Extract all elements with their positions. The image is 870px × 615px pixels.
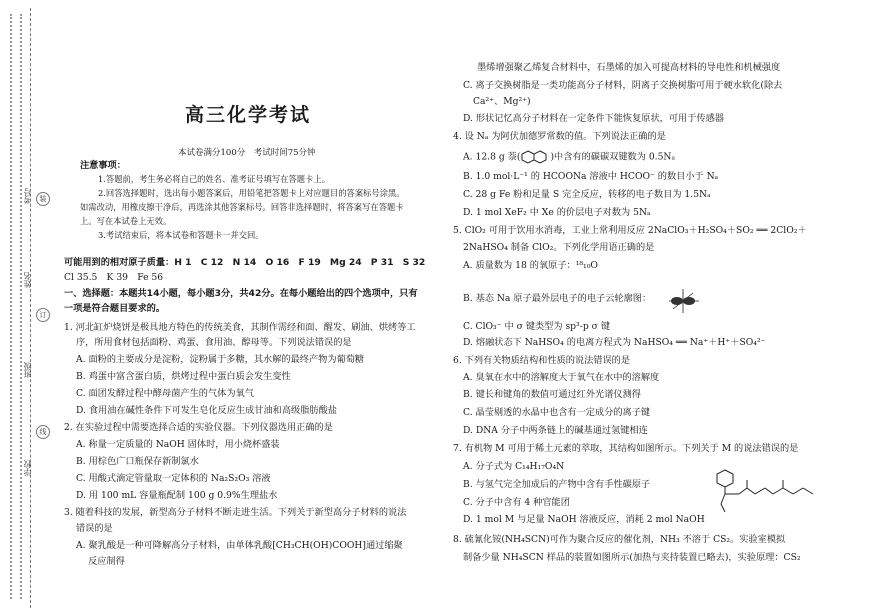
q3-option-d: D. 形状记忆高分子材料在一定条件下能恢复原状，可用于传感器 bbox=[463, 113, 724, 124]
q5-option-b: B. 基态 Na 原子最外层电子的电子云轮廓图： bbox=[463, 293, 652, 304]
q3-option-a-cont: 反应制得 bbox=[76, 556, 125, 567]
q2-option-c: C. 用酸式滴定管量取一定体积的 Na₂S₂O₃ 溶液 bbox=[76, 473, 271, 484]
field-exam-number: 考号 bbox=[23, 188, 32, 204]
q3-stem-cont: 错误的是 bbox=[76, 523, 113, 534]
q4-option-a-pre: A. 12.8 g 萘( bbox=[463, 151, 521, 163]
q5-option-d: D. 熔融状态下 NaHSO₄ 的电离方程式为 NaHSO₄ ══ Na⁺＋H⁺＋SO₄²⁻ bbox=[463, 337, 766, 348]
q3-stem: 3. 随着科技的发展，新型高分子材料不断走进生活。下列关于新型高分子材料的说法 bbox=[64, 507, 407, 518]
q6-option-a: A. 臭氧在水中的溶解度大于氧气在水中的溶解度 bbox=[463, 372, 660, 383]
q6-option-d: D. DNA 分子中两条链上的碱基通过氢键相连 bbox=[463, 425, 648, 436]
note-2-cont: 如需改动，用橡皮擦干净后，再选涂其他答案标号。回答非选择题时，将答案写在答题卡 bbox=[80, 202, 404, 212]
q7-option-c: C. 分子中含有 4 种官能团 bbox=[463, 497, 570, 508]
notes-heading: 注意事项： bbox=[80, 160, 126, 171]
q3-option-a: A. 聚乳酸是一种可降解高分子材料，由单体乳酸[CH₃CH(OH)COOH]通过缩聚 bbox=[76, 540, 403, 551]
molecule-m-structure bbox=[713, 466, 823, 514]
q1-option-c: C. 面团发酵过程中酵母菌产生的气体为氧气 bbox=[76, 388, 254, 399]
field-school: 学校 bbox=[23, 460, 32, 476]
naphthalene-structure bbox=[520, 150, 550, 164]
q1-option-b: B. 鸡蛋中富含蛋白质，烘烤过程中蛋白质会发生变性 bbox=[76, 371, 291, 382]
q7-option-d: D. 1 mol M 与足量 NaOH 溶液反应，消耗 2 mol NaOH bbox=[463, 514, 705, 525]
note-2-end: 上。写在本试卷上无效。 bbox=[80, 216, 172, 226]
exam-subtitle: 本试卷满分100分 考试时间75分钟 bbox=[178, 148, 316, 158]
seal-mark-zhuang: 装 bbox=[36, 192, 50, 206]
note-3: 3.考试结束后，将本试卷和答题卡一并交回。 bbox=[98, 230, 264, 240]
field-class: 班级 bbox=[23, 362, 32, 378]
q2-option-a: A. 称量一定质量的 NaOH 固体时，用小烧杯盛装 bbox=[76, 439, 280, 450]
q2-stem: 2. 在实验过程中需要选择合适的实验仪器。下列仪器选用正确的是 bbox=[64, 422, 333, 433]
q2-option-b: B. 用棕色广口瓶保存新制氯水 bbox=[76, 456, 199, 467]
section-1-heading-cont: 一项是符合题目要求的。 bbox=[64, 303, 166, 314]
q3-option-c-cont: Ca²⁺、Mg²⁺) bbox=[473, 96, 531, 107]
note-1: 1.答题前，考生务必将自己的姓名、准考证号填写在答题卡上。 bbox=[98, 174, 330, 184]
seal-dotted-border bbox=[10, 14, 22, 599]
q8-stem: 8. 硫氰化铵(NH₄SCN)可作为聚合反应的催化剂，NH₃ 不溶于 CS₂。实验室模拟 bbox=[453, 534, 786, 545]
page-title: 高三化学考试 bbox=[185, 104, 312, 126]
section-1-heading: 一、选择题：本题共14小题，每小题3分，共42分。在每小题给出的四个选项中，只有 bbox=[64, 288, 418, 299]
q4-option-b: B. 1.0 mol·L⁻¹ 的 HCOONa 溶液中 HCOO⁻ 的数目小于 Nₐ bbox=[463, 171, 719, 182]
q7-stem: 7. 有机物 M 可用于稀土元素的萃取，其结构如图所示。下列关于 M 的说法错误的是 bbox=[453, 443, 799, 454]
q1-stem: 1. 河北缸炉烧饼是极具地方特色的传统美食，其制作需经和面、醒发、刷油、烘烤等工 bbox=[64, 322, 416, 333]
q1-stem-cont: 序，所用食材包括面粉、鸡蛋、食用油、醇母等。下列说法错误的是 bbox=[76, 337, 352, 348]
q7-option-b: B. 与氢气完全加成后的产物中含有手性碳原子 bbox=[463, 479, 651, 490]
q2-option-d: D. 用 100 mL 容量瓶配制 100 g 0.9%生理盐水 bbox=[76, 490, 278, 501]
q4-option-c: C. 28 g Fe 粉和足量 S 完全反应，转移的电子数目为 1.5Nₐ bbox=[463, 189, 711, 200]
q5-stem: 5. ClO₂ 可用于饮用水消毒，工业上常利用反应 2NaClO₃＋H₂SO₄＋SO₂ ══ 2ClO₂＋ bbox=[453, 225, 807, 236]
q7-option-a: A. 分子式为 C₁₄H₁₇O₄N bbox=[463, 461, 565, 472]
note-2: 2.回答选择题时，选出每小题答案后，用铅笔把答题卡上对应题目的答案标号涂黑。 bbox=[98, 188, 405, 198]
q3-option-c: C. 离子交换树脂是一类功能高分子材料，阴离子交换树脂可用于硬水软化(除去 bbox=[463, 80, 783, 91]
atomic-masses-2: Cl 35.5 K 39 Fe 56 bbox=[64, 272, 164, 283]
seal-mark-xian: 线 bbox=[36, 425, 50, 439]
q4-option-d: D. 1 mol XeF₂ 中 Xe 的价层电子对数为 5Nₐ bbox=[463, 207, 651, 218]
q4-stem: 4. 设 Nₐ 为阿伏加德罗常数的值。下列说法正确的是 bbox=[453, 131, 666, 142]
field-name: 姓名 bbox=[23, 272, 32, 288]
q8-stem-cont: 制备少量 NH₄SCN 样品的装置如图所示(加热与夹持装置已略去)，实验原理：CS₂ bbox=[463, 552, 801, 563]
q4-option-a bbox=[463, 150, 675, 164]
atomic-masses-1: 可能用到的相对原子质量：H 1 C 12 N 14 O 16 F 19 Mg 24 P 31 S 32 bbox=[64, 257, 426, 268]
q5-option-c: C. ClO₃⁻ 中 σ 键类型为 sp³-p σ 键 bbox=[463, 321, 611, 332]
binding-strip bbox=[0, 0, 62, 615]
q1-option-d: D. 食用油在碱性条件下可发生皂化反应生成甘油和高级脂肪酸盐 bbox=[76, 405, 337, 416]
seal-mark-ding: 订 bbox=[36, 308, 50, 322]
q6-option-b: B. 键长和键角的数值可通过红外光谱仪测得 bbox=[463, 389, 641, 400]
q6-stem: 6. 下列有关物质结构和性质的说法错误的是 bbox=[453, 355, 631, 366]
p-orbital-figure bbox=[665, 287, 701, 315]
q4-option-a-post: )中含有的碳碳双键数为 0.5Nₐ bbox=[550, 151, 676, 163]
q1-option-a: A. 面粉的主要成分是淀粉，淀粉属于多糖，其水解的最终产物为葡萄糖 bbox=[76, 354, 365, 365]
q3-option-b-cont: 墨烯增强聚乙烯复合材料中，石墨烯的加入可提高材料的导电性和机械强度 bbox=[477, 62, 781, 73]
q6-option-c: C. 晶莹剔透的水晶中也含有一定成分的离子键 bbox=[463, 407, 651, 418]
q5-option-a: A. 质量数为 18 的氧原子：¹⁸₁₀O bbox=[463, 260, 598, 271]
q5-stem-cont: 2NaHSO₄ 制备 ClO₂。下列化学用语正确的是 bbox=[463, 242, 655, 253]
